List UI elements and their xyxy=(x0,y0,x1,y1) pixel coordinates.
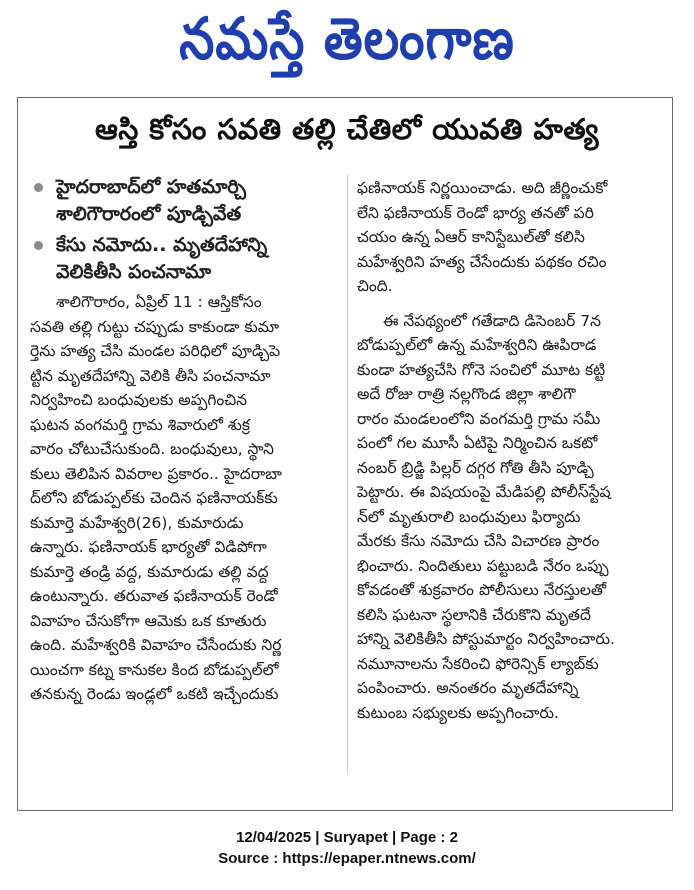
article-body-left xyxy=(30,290,342,707)
body-line: ర్తెను హత్య చేసి మండల పరిధిలో పూడ్చిపె xyxy=(30,342,281,360)
footer-date-page: 12/04/2025 | Suryapet | Page : 2 xyxy=(236,829,458,846)
body-line: కులు తెలిపిన వివరాల ప్రకారం.. హైదరాబా xyxy=(30,464,282,483)
body-line: వారం చోటుచేసుకుంది. బంధువులు, స్థాని xyxy=(30,440,274,458)
left-column xyxy=(30,174,342,707)
article-headline: ఆస్తి కోసం సవతి తల్లి చేతిలో యువతి హత్య xyxy=(94,112,600,146)
article-body-right xyxy=(357,176,657,725)
body-line: ద్‌లోని బోడుప్పల్‌కు చెందిన ఫణినాయక్‌కు xyxy=(30,489,278,507)
body-line: కుమార్తె తండ్రి వద్ద, కుమారుడు తల్లి వద్ద xyxy=(30,562,269,581)
body-line: ఉంది. మహేశ్వరికి వివాహం చేసేందుకు నిర్ణ xyxy=(30,636,282,654)
body-line: శాలిగౌరారం, ఏప్రిల్ 11 : ఆస్తికోసం xyxy=(56,293,262,311)
body-line: కుటుంబ సభ్యులకు అప్పగించారు. xyxy=(357,703,559,722)
body-line: లేని ఫణినాయక్ రెండో భార్య తనతో పరి xyxy=(357,203,594,222)
body-line: నిర్వహించి బంధువులకు అప్పగించిన xyxy=(30,391,247,409)
body-line: నంబర్ బ్రిడ్జి పిల్లర్ దగ్గర గోతి తీసి పూడ్చి xyxy=(357,458,594,477)
body-line: ఘటన వంగమర్తి గ్రామ శివారులో శుక్ర xyxy=(30,415,250,434)
body-line: ట్టిన మృతదేహాన్ని వెలికి తీసి పంచనామా xyxy=(30,366,271,385)
body-line: చయం ఉన్న ఏఆర్ కానిస్టేబుల్‌తో కలిసి xyxy=(357,228,585,246)
right-column xyxy=(357,176,657,725)
body-line: పంపించారు. అనంతరం మృతదేహాన్ని xyxy=(357,679,579,697)
body-line: మేరకు కేసు నమోదు చేసి విచారణ ప్రారం xyxy=(357,532,600,550)
body-line: న్‌లో మృతురాలి బంధువులు ఫిర్యాదు xyxy=(357,507,581,526)
body-line: ఉంటున్నారు. తరువాత ఫణినాయక్ రెండో xyxy=(30,587,278,605)
bullet-icon xyxy=(34,241,43,250)
body-line: కుండా హత్యచేసి గోనె సంచిలో మూట కట్టి xyxy=(357,360,606,379)
footer-source: Source : https://epaper.ntnews.com/ xyxy=(218,850,476,867)
highlight-line: వెలికితీసి పంచనామా xyxy=(56,261,212,283)
body-line: కోవడంతో శుక్రవారం పోలీసులు నేరస్తులతో xyxy=(357,581,607,599)
body-line: కుమార్తె మహేశ్వరి(26), కుమారుడు xyxy=(30,513,244,532)
body-line: నమూనాలను సేకరించి ఫోరెన్సిక్ ల్యాబ్‌కు xyxy=(357,654,599,673)
newspaper-masthead xyxy=(0,6,694,86)
body-line: వివాహం చేసుకోగా ఆమెకు ఒక కూతురు xyxy=(30,611,267,630)
highlight-line: శాలిగౌరారంలో పూడ్చివేత xyxy=(56,203,242,225)
bullet-icon xyxy=(34,183,43,192)
body-line: కలిసి ఘటనా స్థలానికి చేరుకొని మృతదే xyxy=(357,605,591,624)
body-line: ఉన్నారు. ఫణినాయక్ భార్యతో విడిపోగా xyxy=(30,538,267,556)
highlight-line: హైదరాబాద్‌లో హతమార్చి xyxy=(56,176,247,198)
body-line: పెట్టారు. ఈ విషయంపై మేడిపల్లి పోలీస్‌స్టేష xyxy=(357,483,611,501)
body-line: చింది. xyxy=(357,277,393,295)
body-line: భించారు. నిందితులు పట్టుబడి నేరం ఒప్పు xyxy=(357,556,609,575)
body-line: సవతి తల్లి గుట్టు చప్పుడు కాకుండా కుమా xyxy=(30,317,280,336)
body-line: మహేశ్వరిని హత్య చేసేందుకు పథకం రచిం xyxy=(357,252,607,271)
column-divider xyxy=(347,174,348,774)
highlight-item xyxy=(30,174,342,228)
body-line: యించగా కట్న కానుకల కింద బోడుప్పల్‌లో xyxy=(30,660,279,679)
masthead-logo-text: నమస్తే తెలంగాణ xyxy=(179,5,515,72)
body-line: పంలో గల మూసీ ఏటిపై నిర్మించిన ఒకటో xyxy=(357,434,598,452)
highlight-line: కేసు నమోదు.. మృతదేహాన్ని xyxy=(56,234,268,256)
highlight-item xyxy=(30,232,342,286)
body-line: బోడుప్పల్‌లో ఉన్న మహేశ్వరిని ఊపిరాడ xyxy=(357,336,597,354)
body-line: తనకున్న రెండు ఇండ్లలో ఒకటి ఇచ్చేందుకు xyxy=(30,685,279,703)
body-line: అదే రోజు రాత్రి నల్లగొండ జిల్లా శాలిగౌ xyxy=(357,385,576,403)
body-line: హాన్ని వెలికితీసి పోస్టుమార్టం నిర్వహించారు. xyxy=(357,630,615,648)
body-line: రారం మండలంలోని వంగమర్తి గ్రామ సమీ xyxy=(357,409,601,428)
body-line: ఈ నేపథ్యంలో గతేడాది డిసెంబర్ 7న xyxy=(383,311,602,330)
body-line: ఫణినాయక్ నిర్ణయించాడు. అది జీర్ణించుకో xyxy=(357,179,608,197)
